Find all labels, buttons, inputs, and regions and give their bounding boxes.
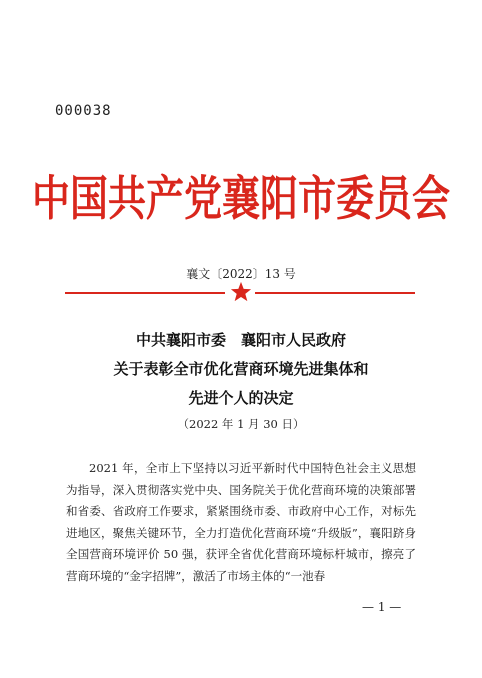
file-number: 襄文〔2022〕13 号 [186, 267, 296, 281]
body-paragraph: 2021 年，全市上下坚持以习近平新时代中国特色社会主义思想为指导，深入贯彻落实党中央、国务院关于优化营商环境的决策部署和省委、省政府工作要求，紧紧围绕市委、市政府中心工作，对标先进地区，聚焦关键环节，全力打造优化营商环境“升级版”，襄阳跻身全国营商环境评价 50 强，获评全省优化营商环境标杆城市，擦亮了营商环境的“金字招牌”，激活了市场主体的“一池春 [66, 461, 416, 583]
document-title-line-3: 先进个人的决定 [188, 389, 294, 407]
red-rule-right [255, 292, 415, 294]
document-number: 000038 [55, 103, 112, 119]
document-date: （2022 年 1 月 30 日） [177, 417, 305, 431]
document-body [66, 458, 416, 587]
masthead-title: 中国共产党襄阳市委员会 [31, 170, 450, 227]
document-title-line-2: 关于表彰全市优化营商环境先进集体和 [113, 360, 369, 378]
document-title-line-1: 中共襄阳市委 襄阳市人民政府 [135, 331, 346, 349]
page-number: — 1 — [362, 600, 402, 614]
red-star-icon [230, 281, 252, 303]
red-rule-left [65, 292, 225, 294]
